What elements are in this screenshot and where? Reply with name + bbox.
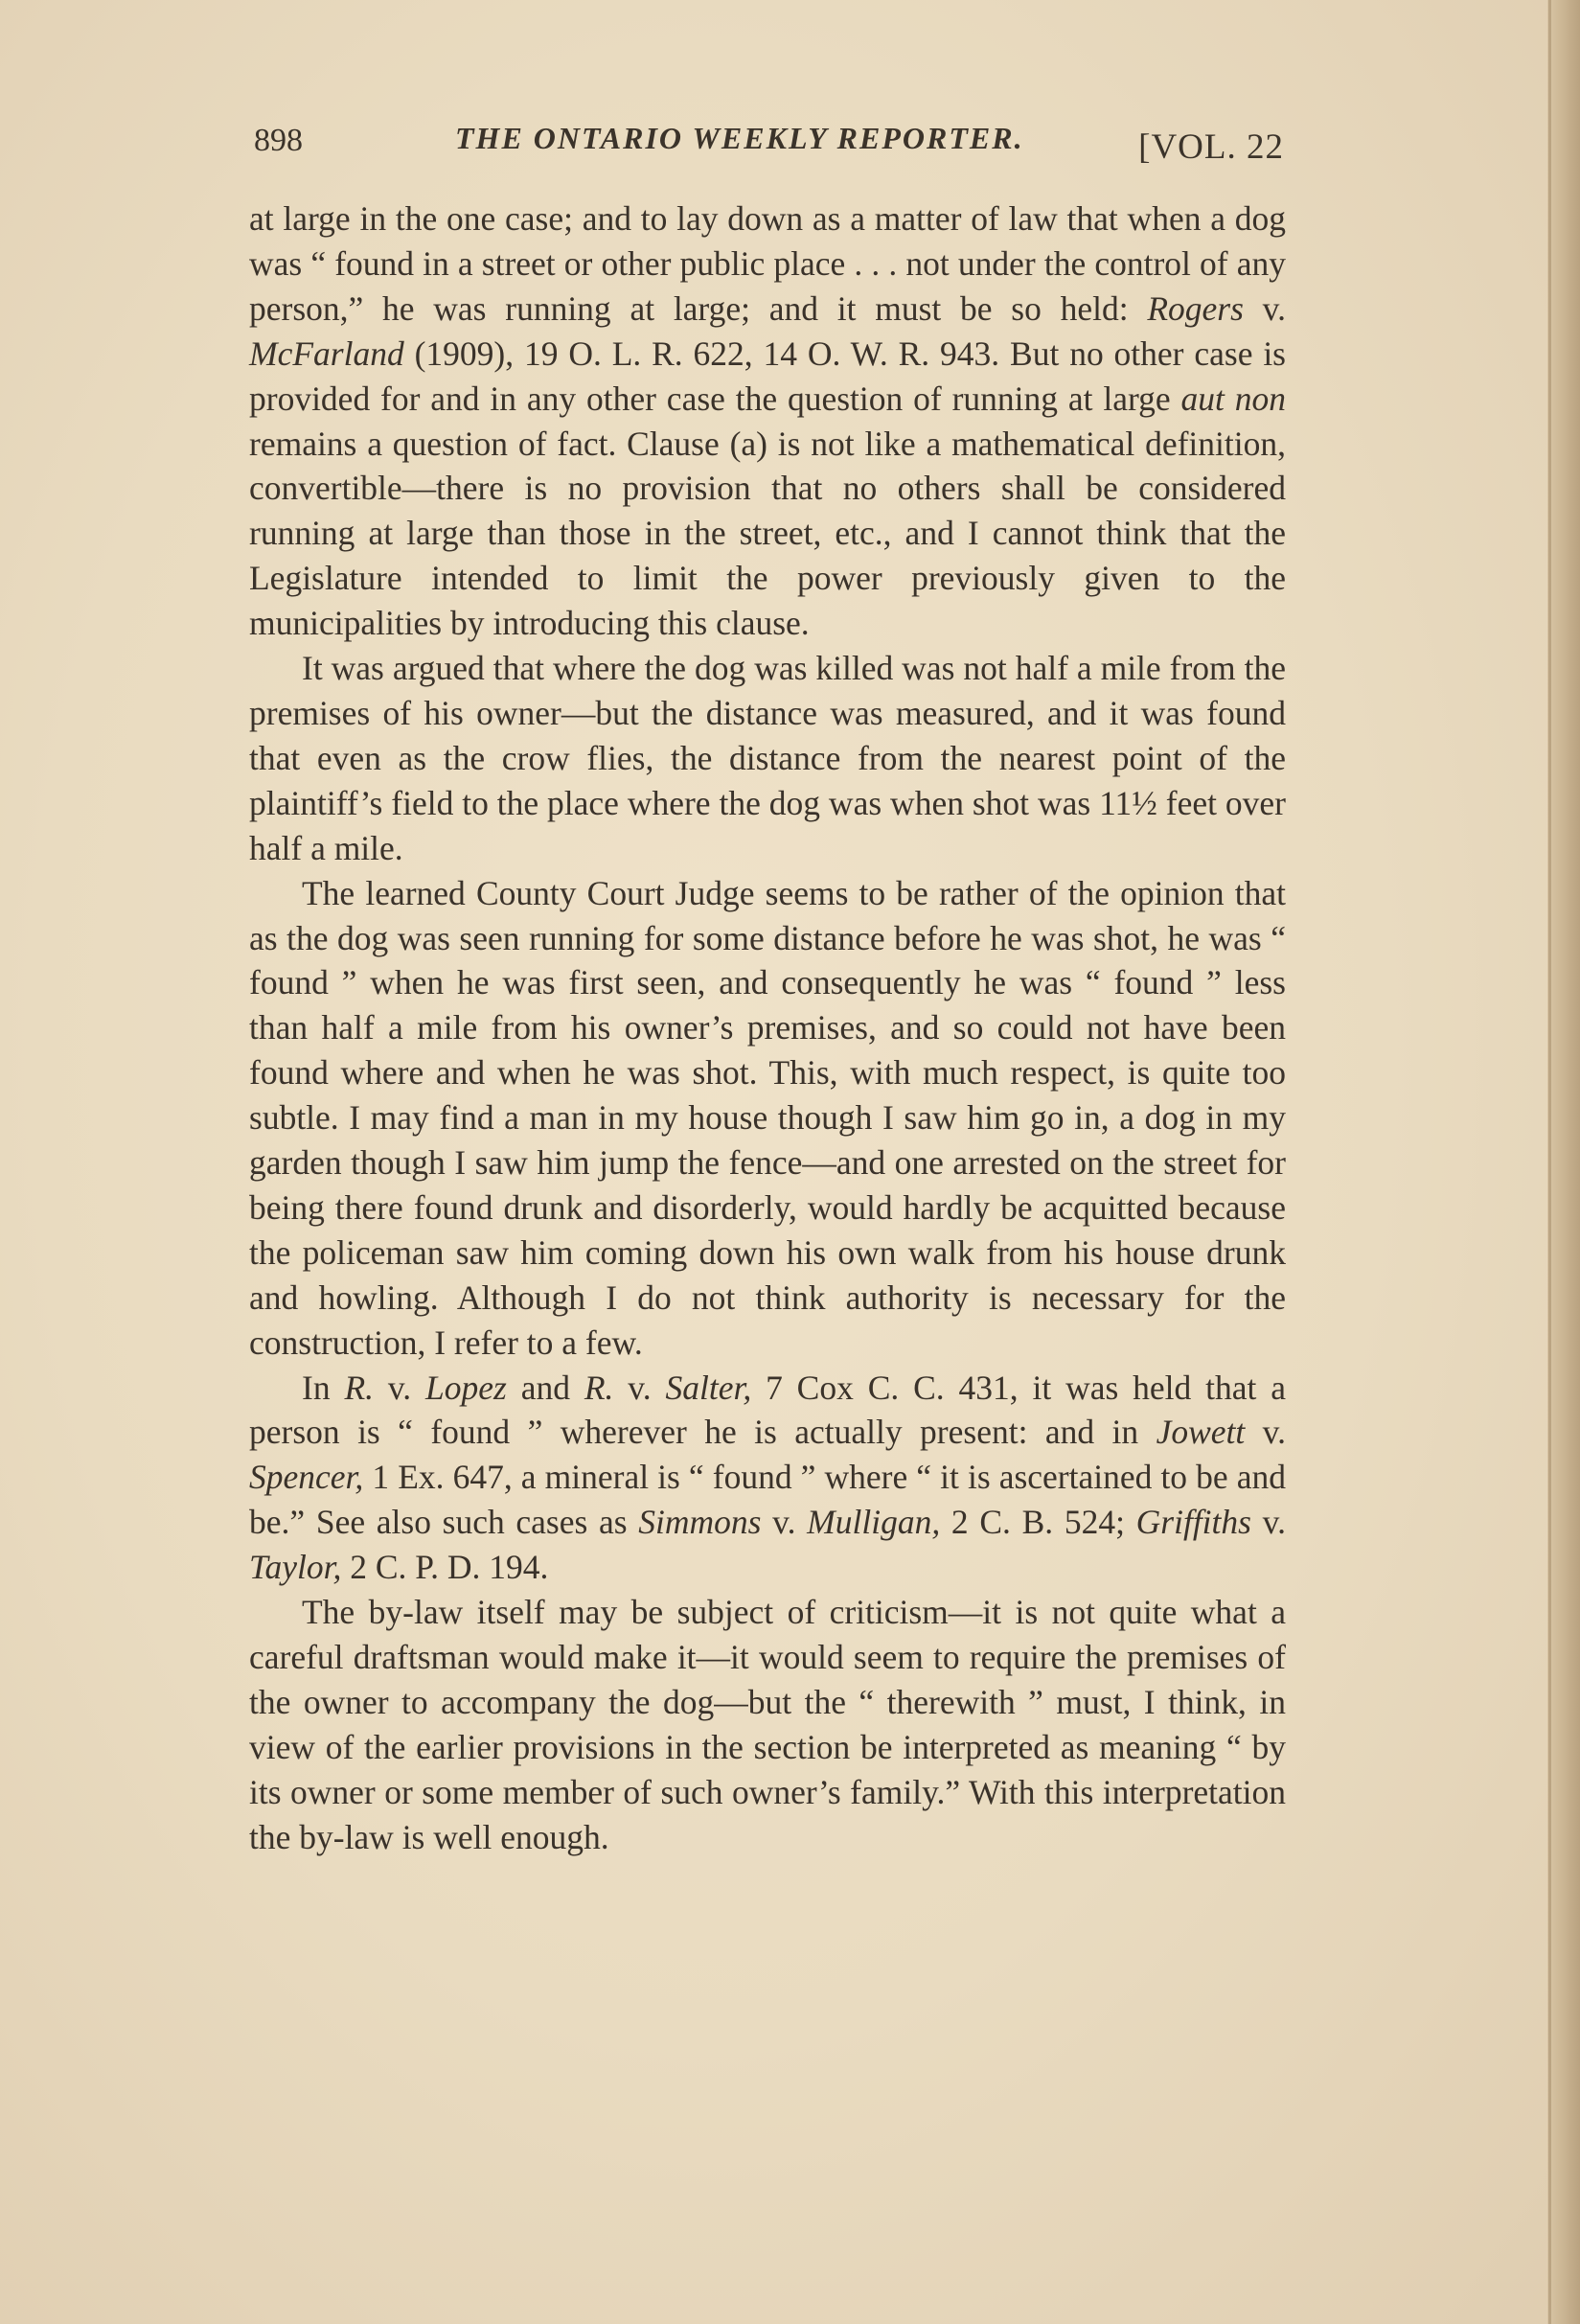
- text-run: v.: [761, 1503, 808, 1542]
- running-title: THE ONTARIO WEEKLY REPORTER.: [455, 121, 1024, 155]
- text-run: 1 Ex. 647, a mineral is “ found ” where “ it is ascertained to be and be.” See also such cases as: [249, 1458, 1286, 1542]
- case-name: R.: [584, 1368, 614, 1407]
- case-name: McFarland: [249, 334, 404, 373]
- case-name: Spencer,: [249, 1458, 364, 1497]
- case-name: Rogers: [1147, 288, 1244, 328]
- text-run: 7 Cox C. C. 431, it was held that a person is “ found ” wherever he is actually present: and in: [249, 1368, 1286, 1452]
- text-run: (1909), 19 O. L. R. 622, 14 O. W. R. 943. But no other case is provided for and in any other case the question of running at large: [249, 334, 1286, 418]
- case-name: Taylor,: [249, 1548, 342, 1587]
- page-number: 898: [254, 123, 303, 158]
- paragraph-2: It was argued that where the dog was killed was not half a mile from the premises of his owner—but the distance was measured, and it was found that even as the crow flies, the distance from the nearest point of the plaintiff’s field to the place where the dog was when shot was 11½ feet over half a mile.: [249, 649, 1286, 867]
- volume-label: [VOL. 22: [1138, 127, 1284, 167]
- paragraph-5: The by-law itself may be subject of criticism—it is not quite what a careful draftsman would make it—it would seem to require the premises of the owner to accompany the dog—but the “ therewith ” must, I think, in view of the earlier provisions in the section be interpreted as meaning “ by its owner or some member of such owner’s family.” With this interpretation the by-law is well enough.: [249, 1593, 1286, 1856]
- page-edge: [1547, 0, 1580, 2324]
- case-name: Salter,: [665, 1368, 752, 1407]
- case-name: R.: [344, 1368, 374, 1407]
- text-run: at large in the one case; and to lay down as a matter of law that when a dog was “ found in a street or other public place . . . not under the control of any person,” he was running at large; and it must be so held:: [249, 199, 1286, 328]
- case-name: Mulligan,: [807, 1503, 941, 1542]
- case-name: Simmons: [638, 1503, 762, 1542]
- text-run: v.: [1245, 1413, 1286, 1452]
- text-run: v.: [613, 1368, 666, 1407]
- paragraph-3: The learned County Court Judge seems to be rather of the opinion that as the dog was seen running for some distance before he was shot, he was “ found ” when he was first seen, and consequently he was “ found ” less than half a mile from his owner’s premises, and so could not have been found where and when he was shot. This, with much respect, is quite too subtle. I may find a man in my house though I saw him go in, a dog in my garden though I saw him jump the fence—and one arrested on the street for being there found drunk and disorderly, would hardly be acquitted because the policeman saw him coming down his own walk from his house drunk and howling. Although I do not think authority is necessary for the construction, I refer to a few.: [249, 873, 1286, 1362]
- text-run: and: [506, 1368, 584, 1407]
- text-run: 2 C. P. D. 194.: [341, 1548, 549, 1587]
- case-name: Griffiths: [1135, 1503, 1251, 1542]
- text-run: v.: [374, 1368, 426, 1407]
- page-edge-shadow: [1548, 0, 1551, 2324]
- paragraph-4: [249, 1366, 1286, 1591]
- page-header: [254, 113, 1284, 171]
- text-run: v.: [1250, 1503, 1286, 1542]
- text-run: In: [302, 1368, 345, 1407]
- text-run: v.: [1243, 288, 1286, 328]
- paragraph-1: [249, 196, 1286, 646]
- case-name: Jowett: [1156, 1413, 1246, 1452]
- latin-phrase: aut non: [1180, 379, 1286, 418]
- case-name: Lopez: [425, 1368, 507, 1407]
- text-run: remains a question of fact. Clause (a) is not like a mathematical definition, convertible—there is no provision that no others shall be considered running at large than those in the street, etc., and I cannot think that the Legislature intended to limit the power previously given to the municipalities by introducing this clause.: [249, 424, 1286, 643]
- body-text: [249, 196, 1286, 1860]
- text-run: 2 C. B. 524;: [940, 1503, 1136, 1542]
